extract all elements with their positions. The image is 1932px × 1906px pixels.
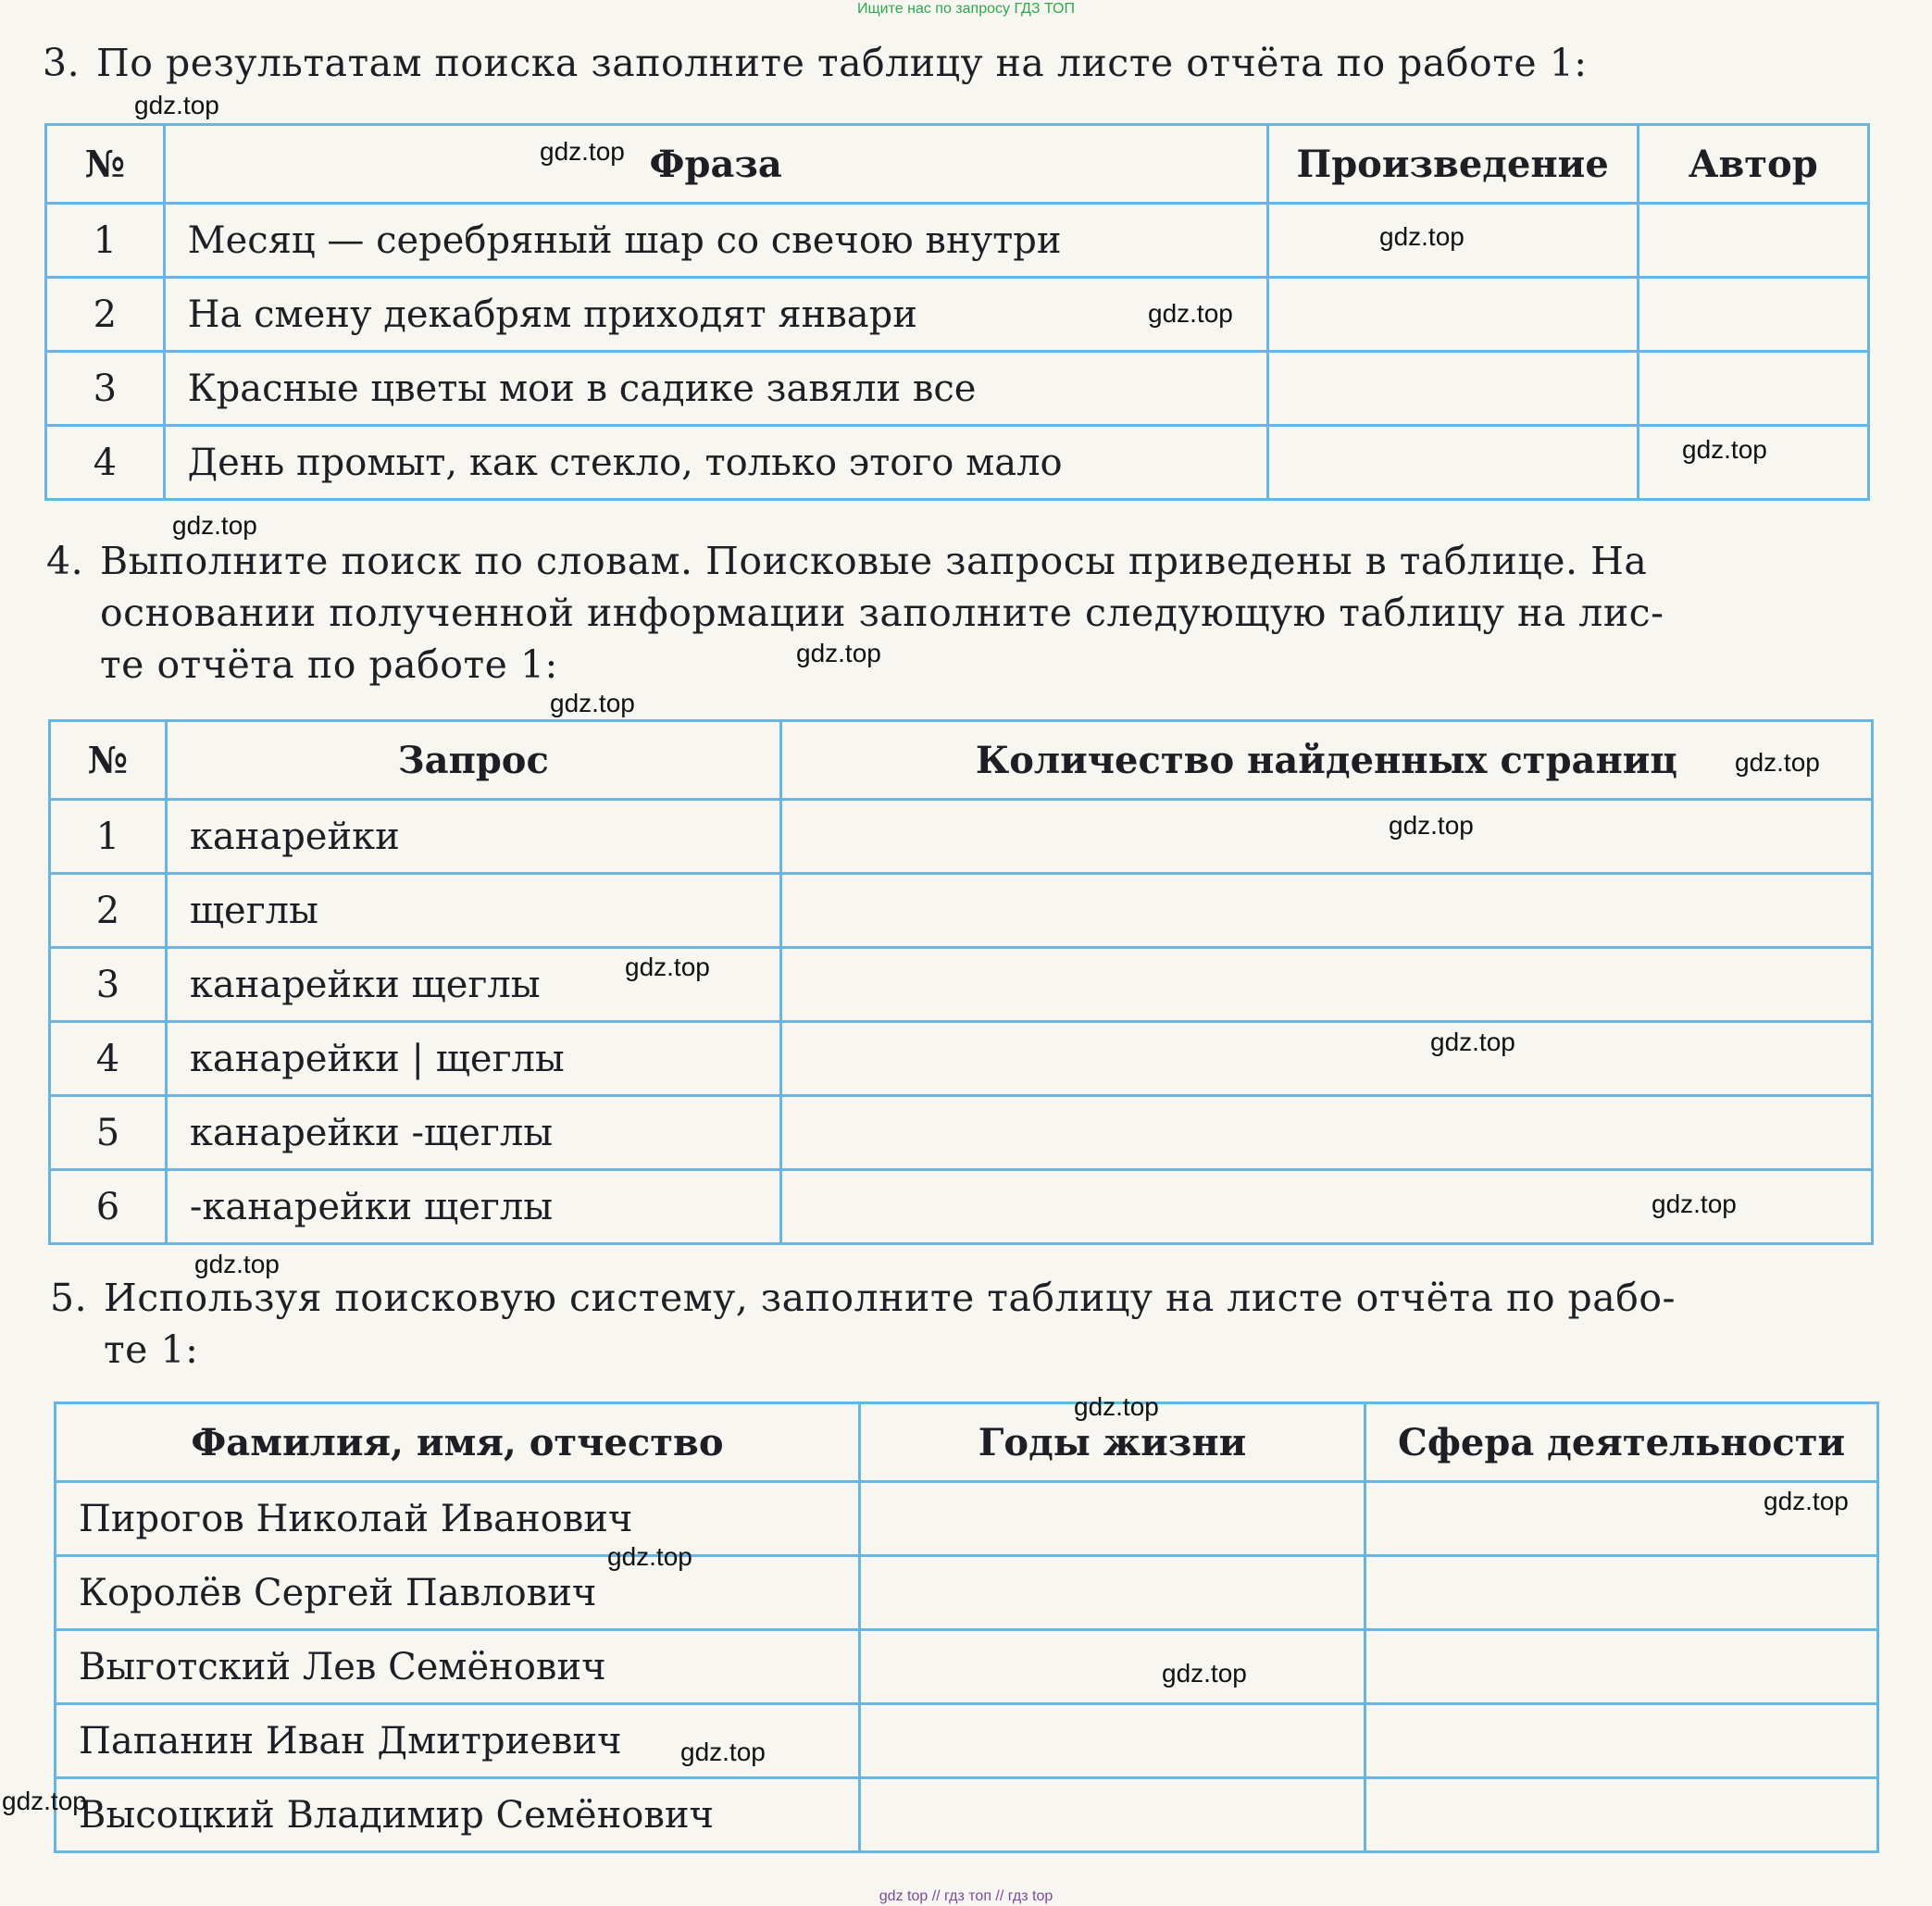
row-number: 3 [46, 352, 165, 426]
task4-line1: Выполните поиск по словам. Поисковые запросы приведены в таблице. На [100, 539, 1648, 583]
page-count-cell[interactable] [780, 1096, 1872, 1170]
task4-line3: те отчёта по работе 1: [100, 642, 558, 687]
table-row [50, 874, 1873, 948]
table-row [46, 426, 1869, 500]
watermark: gdz.top [550, 689, 635, 717]
watermark: gdz.top [680, 1738, 766, 1766]
row-number: 4 [50, 1022, 167, 1096]
years-cell[interactable] [859, 1556, 1365, 1630]
author-cell[interactable] [1638, 278, 1868, 352]
task5-line1: Используя поисковую систему, заполните таблицу на листе отчёта по рабо- [104, 1276, 1676, 1320]
years-cell[interactable] [859, 1778, 1365, 1852]
watermark: gdz.top [134, 91, 219, 119]
name-cell: Королёв Сергей Павлович [56, 1556, 860, 1630]
name-cell: Высоцкий Владимир Семёнович [56, 1778, 860, 1852]
page-count-cell[interactable] [780, 800, 1872, 874]
row-number: 6 [50, 1170, 167, 1244]
watermark: gdz.top [1148, 299, 1233, 328]
field-cell[interactable] [1365, 1630, 1878, 1704]
author-cell[interactable] [1638, 352, 1868, 426]
page-count-cell[interactable] [780, 1022, 1872, 1096]
watermark: gdz.top [2, 1787, 87, 1815]
name-cell: Выготский Лев Семёнович [56, 1630, 860, 1704]
watermark: gdz.top [1652, 1190, 1737, 1218]
query-cell: канарейки | щеглы [166, 1022, 780, 1096]
author-cell[interactable] [1638, 204, 1868, 278]
task5-line2: те 1: [104, 1327, 199, 1372]
phrase-cell: Месяц — серебряный шар со свечою внутри [164, 204, 1267, 278]
header-years: Годы жизни [859, 1403, 1365, 1482]
table-row [46, 352, 1869, 426]
field-cell[interactable] [1365, 1778, 1878, 1852]
years-cell[interactable] [859, 1630, 1365, 1704]
table-header-row [56, 1403, 1878, 1482]
years-cell[interactable] [859, 1482, 1365, 1556]
field-cell[interactable] [1365, 1704, 1878, 1778]
table-row [50, 1170, 1873, 1244]
watermark: gdz.top [540, 137, 625, 166]
query-cell: канарейки [166, 800, 780, 874]
header-field: Сфера деятельности [1365, 1403, 1878, 1482]
row-number: 3 [50, 948, 167, 1022]
row-number: 2 [50, 874, 167, 948]
table-row [56, 1630, 1878, 1704]
page-count-cell[interactable] [780, 948, 1872, 1022]
table-row [50, 1022, 1873, 1096]
work-cell[interactable] [1267, 278, 1638, 352]
watermark: gdz.top [607, 1542, 692, 1571]
work-cell[interactable] [1267, 352, 1638, 426]
watermark: gdz.top [1379, 222, 1465, 251]
task3-number: 3. [43, 41, 81, 85]
task5-heading [50, 1272, 1676, 1376]
row-number: 5 [50, 1096, 167, 1170]
table-row [46, 204, 1869, 278]
query-cell: канарейки -щеглы [166, 1096, 780, 1170]
header-query: Запрос [166, 721, 780, 800]
top-banner[interactable]: Ищите нас по запросу ГДЗ ТОП [857, 1, 1075, 17]
header-num: № [46, 125, 165, 204]
phrase-cell: День промыт, как стекло, только этого мало [164, 426, 1267, 500]
table-row [56, 1778, 1878, 1852]
header-work: Произведение [1267, 125, 1638, 204]
task3-heading [43, 37, 1588, 89]
task4-number: 4. [46, 539, 84, 583]
work-cell[interactable] [1267, 426, 1638, 500]
name-cell: Папанин Иван Дмитриевич [56, 1704, 860, 1778]
watermark: gdz.top [796, 639, 881, 667]
task4-line2: основании полученной информации заполните следующую таблицу на лис- [100, 591, 1664, 635]
watermark: gdz.top [1682, 435, 1767, 464]
watermark: gdz.top [1764, 1487, 1849, 1515]
years-cell[interactable] [859, 1704, 1365, 1778]
header-author: Автор [1638, 125, 1868, 204]
row-number: 1 [46, 204, 165, 278]
watermark: gdz.top [194, 1250, 280, 1278]
table-row [46, 278, 1869, 352]
header-phrase: Фраза [164, 125, 1267, 204]
table-row [50, 948, 1873, 1022]
table-row [50, 800, 1873, 874]
watermark: gdz.top [1430, 1028, 1515, 1056]
header-page-count: Количество найденных страниц [780, 721, 1872, 800]
row-number: 4 [46, 426, 165, 500]
phrase-cell: Красные цветы мои в садике завяли все [164, 352, 1267, 426]
table-header-row [50, 721, 1873, 800]
task3-text: По результатам поиска заполните таблицу на листе отчёта по работе 1: [96, 41, 1588, 85]
table-row [56, 1482, 1878, 1556]
query-cell: щеглы [166, 874, 780, 948]
table-row [50, 1096, 1873, 1170]
header-full-name: Фамилия, имя, отчество [56, 1403, 860, 1482]
name-cell: Пирогов Николай Иванович [56, 1482, 860, 1556]
table-row [56, 1556, 1878, 1630]
phrase-cell: На смену декабрям приходят январи [164, 278, 1267, 352]
bottom-banner[interactable]: gdz top // гдз топ // гдз top [879, 1888, 1053, 1904]
task4-table [48, 719, 1874, 1245]
query-cell: канарейки щеглы [166, 948, 780, 1022]
query-cell: -канарейки щеглы [166, 1170, 780, 1244]
task3-table [44, 123, 1870, 501]
watermark: gdz.top [172, 511, 257, 540]
page-count-cell[interactable] [780, 874, 1872, 948]
table-row [56, 1704, 1878, 1778]
watermark: gdz.top [625, 953, 710, 981]
watermark: gdz.top [1735, 748, 1820, 777]
row-number: 1 [50, 800, 167, 874]
watermark: gdz.top [1162, 1659, 1247, 1688]
row-number: 2 [46, 278, 165, 352]
task5-number: 5. [50, 1276, 88, 1320]
watermark: gdz.top [1074, 1392, 1159, 1421]
table-header-row [46, 125, 1869, 204]
field-cell[interactable] [1365, 1556, 1878, 1630]
watermark: gdz.top [1389, 811, 1474, 840]
task5-table [54, 1401, 1879, 1853]
header-num: № [50, 721, 167, 800]
